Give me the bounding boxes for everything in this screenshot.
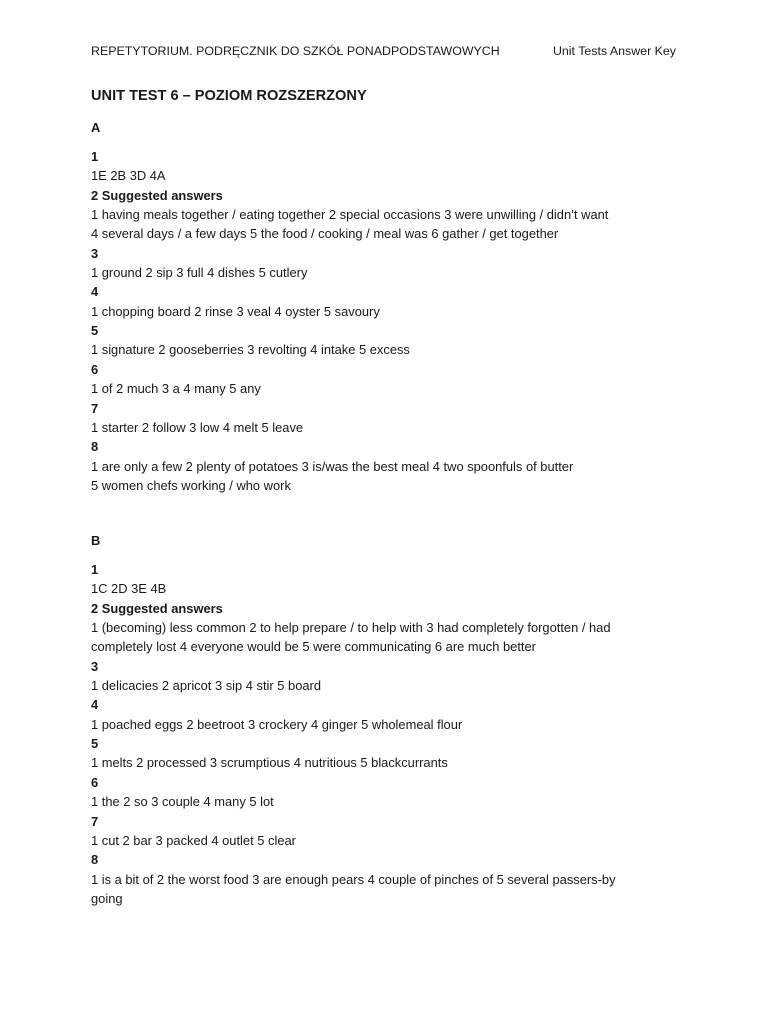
answer-line: 4 several days / a few days 5 the food / cooking / meal was 6 gather / get together <box>91 226 559 242</box>
answer-line: 1 are only a few 2 plenty of potatoes 3 is/was the best meal 4 two spoonfuls of butter <box>91 458 574 474</box>
question-number: 3 <box>91 245 99 261</box>
spacer <box>91 137 681 147</box>
answer-line: 1 chopping board 2 rinse 3 veal 4 oyster 5 savoury <box>91 303 380 319</box>
question-number: 4 <box>91 697 99 713</box>
answer-line: 1 the 2 so 3 couple 4 many 5 lot <box>91 794 274 810</box>
answer-line: 1C 2D 3E 4B <box>91 581 167 597</box>
question-number: 8 <box>91 439 99 455</box>
answer-line: 1 melts 2 processed 3 scrumptious 4 nutritious 5 blackcurrants <box>91 755 448 771</box>
question-heading: 2 Suggested answers <box>91 187 223 203</box>
section-letter: A <box>91 120 101 135</box>
answer-line: 5 women chefs working / who work <box>91 477 291 493</box>
spacer <box>91 550 681 560</box>
answer-line: 1 of 2 much 3 a 4 many 5 any <box>91 381 261 397</box>
question-heading: 2 Suggested answers <box>91 600 223 616</box>
question-number: 4 <box>91 284 99 300</box>
answer-line: 1 ground 2 sip 3 full 4 dishes 5 cutlery <box>91 265 308 281</box>
page-title: UNIT TEST 6 – POZIOM ROZSZERZONY <box>91 88 367 104</box>
answer-line: 1 delicacies 2 apricot 3 sip 4 stir 5 board <box>91 678 322 694</box>
header-doc-type: Unit Tests Answer Key <box>552 44 676 58</box>
question-number: 6 <box>91 361 99 377</box>
answer-line: 1 starter 2 follow 3 low 4 melt 5 leave <box>91 419 304 435</box>
answer-line: 1 is a bit of 2 the worst food 3 are enough pears 4 couple of pinches of 5 several passers-by <box>91 871 616 887</box>
answer-line: 1 poached eggs 2 beetroot 3 crockery 4 ginger 5 wholemeal flour <box>91 716 463 732</box>
section-letter: B <box>91 533 101 548</box>
answer-line: 1E 2B 3D 4A <box>91 168 166 184</box>
header-book-title: REPETYTORIUM. PODRĘCZNIK DO SZKÓŁ PONADPODSTAWOWYCH <box>91 44 500 58</box>
question-number: 5 <box>91 736 99 752</box>
question-number: 3 <box>91 658 99 674</box>
question-number: 1 <box>91 149 99 165</box>
question-number: 5 <box>91 323 99 339</box>
answer-line: 1 signature 2 gooseberries 3 revolting 4 intake 5 excess <box>91 342 410 358</box>
question-number: 1 <box>91 562 99 578</box>
question-number: 7 <box>91 400 99 416</box>
answer-line: 1 having meals together / eating together 2 special occasions 3 were unwilling / didn’t want <box>91 207 609 223</box>
page-header <box>91 42 676 60</box>
section-a <box>91 118 681 495</box>
section-b <box>91 531 681 908</box>
answer-line: completely lost 4 everyone would be 5 were communicating 6 are much better <box>91 639 536 655</box>
question-number: 6 <box>91 774 99 790</box>
question-number: 8 <box>91 852 99 868</box>
answer-line: 1 cut 2 bar 3 packed 4 outlet 5 clear <box>91 832 296 848</box>
answer-line: 1 (becoming) less common 2 to help prepare / to help with 3 had completely forgotten / had <box>91 620 611 636</box>
question-number: 7 <box>91 813 99 829</box>
answer-line: going <box>91 890 123 906</box>
